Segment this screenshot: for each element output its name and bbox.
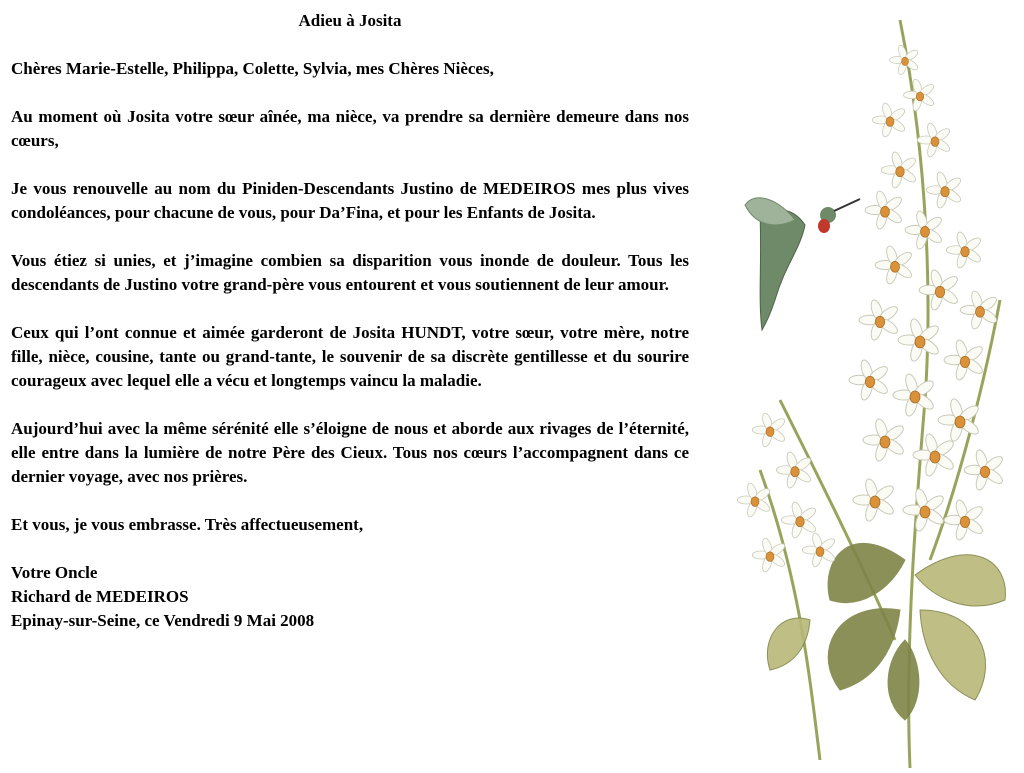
flower-throat — [870, 496, 880, 508]
orchid-blossom — [853, 478, 896, 523]
flower-throat — [751, 497, 759, 507]
leaf — [920, 610, 986, 700]
orchid-blossom — [872, 102, 906, 138]
orchid-blossom — [859, 299, 900, 342]
flower-throat — [930, 451, 940, 463]
letter-paragraph: Vous étiez si unies, et j’imagine combien sa disparition vous inonde de douleur. Tous les descendants de Justino votre grand-père vous entourent et vous soutiennent de leur amour. — [11, 251, 689, 294]
orchid-blossom — [905, 210, 943, 250]
flower-throat — [766, 427, 774, 437]
flower-throat — [891, 261, 900, 272]
leaves — [767, 543, 1005, 720]
orchid-blossom — [960, 290, 998, 330]
spacer — [11, 225, 689, 249]
leaf — [915, 555, 1005, 606]
orchid-blossom — [890, 44, 920, 75]
spacer — [11, 153, 689, 177]
flower-throat — [766, 552, 774, 562]
orchid-blossom — [944, 339, 985, 382]
letter-greeting: Chères Marie-Estelle, Philippa, Colette, Sylvia, mes Chères Nièces, — [11, 59, 494, 78]
orchid-blossom — [964, 449, 1005, 492]
flower-throat — [931, 137, 939, 147]
leaf — [888, 640, 919, 720]
flower-throat — [955, 416, 965, 428]
flower-throat — [920, 506, 930, 518]
flower-throat — [916, 92, 924, 101]
spacer — [11, 81, 689, 105]
orchid-blossom — [919, 269, 960, 312]
flower-throat — [896, 167, 905, 177]
flower-throat — [980, 466, 990, 477]
flower-throat — [915, 336, 925, 348]
flower-throat — [796, 517, 805, 527]
flower-throat — [902, 57, 909, 65]
flower-throat — [880, 436, 890, 448]
orchid-illustration-svg — [700, 0, 1024, 768]
letter-closing: Et vous, je vous embrasse. Très affectueusement, — [11, 515, 364, 534]
spacer — [11, 537, 689, 561]
spacer — [11, 33, 689, 57]
flower-throat — [791, 467, 800, 477]
letter-title: Adieu à Josita — [298, 11, 402, 30]
orchid-hummingbird-illustration — [700, 0, 1024, 768]
orchid-blossom — [875, 245, 913, 285]
orchid-blossom — [893, 373, 936, 418]
flower-throat — [881, 206, 890, 217]
flower-throat — [921, 226, 930, 237]
orchid-blossom — [917, 122, 951, 158]
orchid-blossom — [781, 501, 817, 539]
orchid-blossom — [946, 231, 982, 269]
letter-paragraph: Ceux qui l’ont connue et aimée garderont de Josita HUNDT, votre sœur, votre mère, notre fille, nièce, cousine, tante ou grand-tante, le souvenir de sa discrète gentillesse et du sourire courageux avec lequel elle a vécu et longtemps vaincu la maladie. — [11, 323, 689, 390]
hummingbird-wing — [745, 198, 795, 225]
flower-throat — [961, 247, 970, 257]
flower-throat — [875, 316, 885, 327]
hummingbird-beak — [834, 199, 860, 211]
orchid-blossom — [865, 190, 903, 230]
leaf — [828, 543, 905, 602]
hummingbird-body — [760, 210, 805, 330]
orchid-blossom — [926, 171, 962, 209]
signature-name: Richard de MEDEIROS — [11, 587, 189, 606]
flower-throat — [865, 376, 875, 387]
orchid-blossom — [863, 418, 906, 463]
spacer — [11, 489, 689, 513]
flower-throat — [910, 391, 920, 403]
orchid-blossom — [903, 488, 946, 533]
flower-throat — [960, 356, 970, 367]
flower-throat — [816, 547, 824, 557]
flower-throat — [976, 306, 985, 317]
orchid-blossom — [849, 359, 890, 402]
letter — [11, 9, 689, 633]
spacer — [11, 393, 689, 417]
letter-paragraph: Je vous renouvelle au nom du Piniden-Descendants Justino de MEDEIROS mes plus vives condoléances, pour chacune de vous, pour Da’Fina, et pour les Enfants de Josita. — [11, 179, 689, 222]
orchid-blossom — [752, 412, 786, 448]
flower-throat — [960, 516, 970, 527]
spacer — [11, 297, 689, 321]
signature-line: Votre Oncle — [11, 563, 98, 582]
letter-paragraph: Aujourd’hui avec la même sérénité elle s’éloigne de nous et aborde aux rivages de l’éternité, elle entre dans la lumière de notre Père des Cieux. Tous nos cœurs l’accompagnent dans ce dernier voyage, avec nos prières. — [11, 419, 689, 486]
flower-throat — [935, 286, 945, 297]
orchid-blossom — [881, 151, 917, 189]
orchid-flowers — [737, 44, 1004, 573]
hummingbird-icon — [745, 198, 860, 330]
flower-throat — [941, 187, 950, 197]
letter-paragraph: Au moment où Josita votre sœur aînée, ma nièce, va prendre sa dernière demeure dans nos cœurs, — [11, 107, 689, 150]
orchid-blossom — [904, 78, 936, 112]
orchid-blossom — [802, 532, 836, 568]
flower-throat — [886, 117, 894, 127]
signature-place-date: Epinay-sur-Seine, ce Vendredi 9 Mai 2008 — [11, 611, 315, 630]
hummingbird-throat — [818, 219, 830, 233]
leaf — [767, 618, 810, 670]
orchid-blossom — [898, 318, 941, 363]
